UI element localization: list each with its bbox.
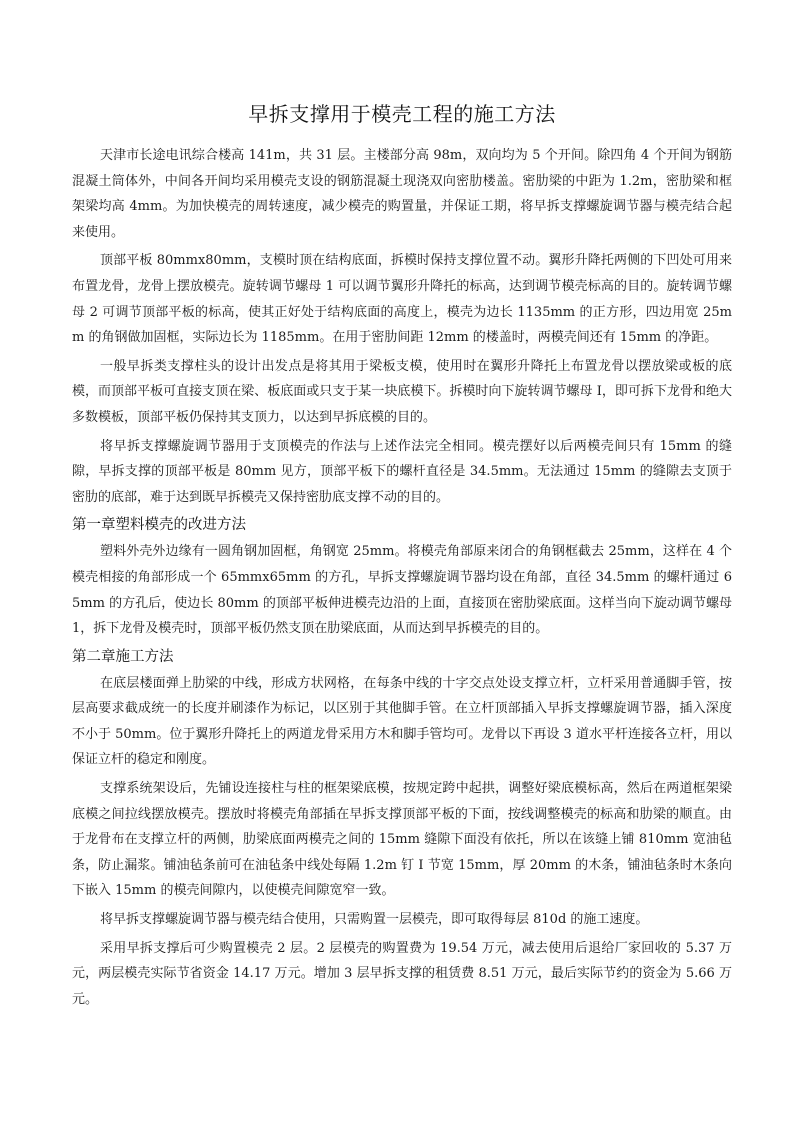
- body-paragraph: 塑料外壳外边缘有一圆角钢加固框，角钢宽 25mm。将模壳角部原来闭合的角钢框截去 25mm，这样在 4 个模壳相接的角部形成一个 65mmx65mm 的方孔，早拆支撑螺旋调节器均设在角部，直径 34.5mm 的螺杆通过 65mm 的方孔后，使边长 80mm 的顶部平板伸进模壳边沿的上面，直接顶在密肋梁底面。这样当向下旋动调节螺母 1，拆下龙骨及模壳时，顶部平板仍然支顶在肋梁底面，从而达到早拆模壳的目的。: [72, 544, 732, 637]
- body-paragraph: 一般早拆类支撑柱头的设计出发点是将其用于梁板支模，使用时在翼形升降托上布置龙骨以摆放梁或板的底模，而顶部平板可直接支顶在梁、板底面或只支于某一块底模下。拆模时向下旋转调节螺母 I，即可拆下龙骨和绝大多数模板，顶部平板仍保持其支顶力，以达到早拆底模的目的。: [72, 358, 732, 425]
- chapter-1-section: [72, 513, 732, 641]
- body-paragraph: 将早拆支撑螺旋调节器用于支顶模壳的作法与上述作法完全相同。模壳摆好以后两模壳间只有 15mm 的缝隙，早拆支撑的顶部平板是 80mm 见方，顶部平板下的螺杆直径是 34.5mm。无法通过 15mm 的缝隙去支顶于密肋的底部，难于达到既早拆模壳又保持密肋底支撑不动的目的。: [72, 438, 732, 505]
- body-paragraph: 天津市长途电讯综合楼高 141m，共 31 层。主楼部分高 98m，双向均为 5 个开间。除四角 4 个开间为钢筋混凝土筒体外，中间各开间均采用模壳支设的钢筋混凝土现浇双向密肋楼盖。密肋梁的中距为 1.2m，密肋梁和框架梁均高 4mm。为加快模壳的周转速度，减少模壳的购置量，并保证工期，将早拆支撑螺旋调节器与模壳结合起来使用。: [72, 148, 732, 240]
- document-title: 早拆支撑用于模壳工程的施工方法: [248, 102, 556, 126]
- body-paragraph: 支撑系统架设后，先铺设连接柱与柱的框架梁底模，按规定跨中起拱，调整好梁底模标高，然后在两道框架梁底模之间拉线摆放模壳。摆放时将模壳角部插在早拆支撑顶部平板的下面，按线调整模壳的标高和肋梁的顺直。由于龙骨布在支撑立杆的两侧，肋梁底面两模壳之间的 15mm 缝隙下面没有依托，所以在该缝上铺 810mm 宽油毡条，防止漏浆。铺油毡条前可在油毡条中线处每隔 1.2m 钉 I 节宽 15mm，厚 20mm 的木条，铺油毡条时木条向下嵌入 15mm 的模壳间隙内，以使模壳间隙宽窄一致。: [72, 781, 732, 899]
- body-paragraph: 顶部平板 80mmx80mm，支模时顶在结构底面，拆模时保持支撑位置不动。翼形升降托两侧的下凹处可用来布置龙骨，龙骨上摆放模壳。旋转调节螺母 1 可以调节翼形升降托的标高，达到调节模壳标高的目的。旋转调节螺母 2 可调节顶部平板的标高，使其正好处于结构底面的高度上，模壳为边长 1135mm 的正方形，四边用宽 25mm 的角钢做加固框，实际边长为 1185mm。在用于密肋间距 12mm 的楼盖时，两模壳间还有 15mm 的净距。: [72, 253, 732, 346]
- intro-section: [72, 143, 732, 510]
- chapter-heading: 第二章施工方法: [72, 648, 174, 665]
- body-paragraph: 将早拆支撑螺旋调节器与模壳结合使用，只需购置一层模壳，即可取得每层 810d 的施工速度。: [100, 912, 649, 928]
- document-page: [72, 98, 732, 1015]
- body-paragraph: 采用早拆支撑后可少购置模壳 2 层。2 层模壳的购置费为 19.54 万元，减去使用后退给厂家回收的 5.37 万元，两层模壳实际节省资金 14.17 万元。增加 3 层早拆支撑的租赁费 8.51 万元，最后实际节约的资金为 5.66 万元。: [72, 940, 732, 1007]
- chapter-2-section: [72, 645, 732, 1013]
- body-paragraph: 在底层楼面弹上肋梁的中线，形成方状网格，在每条中线的十字交点处设支撑立杆，立杆采用普通脚手管，按层高要求截成统一的长度并刷漆作为标记，以区别于其他脚手管。在立杆顶部插入早拆支撑螺旋调节器，插入深度不小于 50mm。位于翼形升降托上的两道龙骨采用方木和脚手管均可。龙骨以下再设 3 道水平杆连接各立杆，用以保证立杆的稳定和刚度。: [72, 675, 732, 768]
- chapter-heading: 第一章塑料模壳的改进方法: [72, 517, 246, 534]
